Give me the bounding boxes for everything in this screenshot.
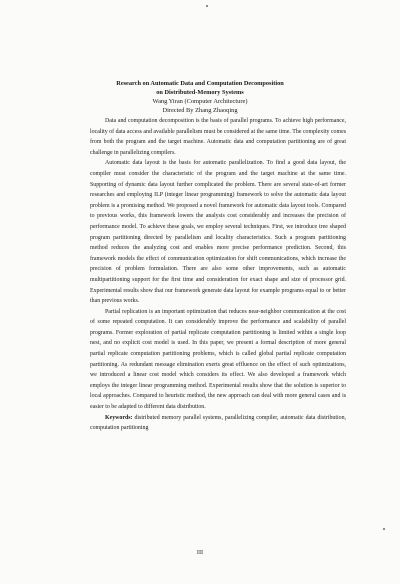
abstract-paragraph-1: Data and computation decomposition is the basis of parallel programs. To achieve high performance, locality of data access and available parallelism must be considered at the same time. The complexity comes from both the program and the target machine. Automatic data and computation partitioning are of great challenge in parallelizing compilers. (90, 118, 346, 156)
title-line-2: on Distributed-Memory Systems (156, 89, 244, 96)
keywords-label: Keywords: (105, 414, 133, 421)
abstract-body (90, 116, 346, 434)
author-line: Wang Yiran (Computer Architecture) (152, 98, 248, 105)
director-line: Directed By Zhang Zhaoqing (162, 107, 238, 114)
scan-speck (383, 528, 385, 530)
page-number: III (196, 549, 204, 556)
keywords-paragraph (90, 413, 346, 434)
abstract-paragraph-2: Automatic data layout is the basis for automatic parallelization. To find a good data layout, the compiler must consider the characteristic of the program and the target machine at the same time. Supporting of dynamic data layout further complicated the problem. There are several state-of-art former researches and employing ILP (integer linear programming) framework to solve the automatic data layout problem is a promising method. We proposed a novel framework for automatic data layout tools. Compared to previous works, this framework lowers the analysis cost considerably and increases the precision of performance model. To achieve these goals, we employ several techniques. First, we introduce tree shaped program partitioning directed by parallelism and locality characteristics. Such a program partitioning method reduces the analyzing cost and enables more precise performance prediction. Second, this framework models the effect of communication optimization for shift communications, which increase the precision of problem formulation. There are also some other improvements, such as automatic multipartitioning support for the first time and consideration for exact shape and size of processor grid. Experimental results show that our framework generate data layout for example programs equal to or better than previous works. (90, 160, 346, 305)
keywords-text: distributed memory parallel systems, parallelizing compiler, automatic data distribution, computation partitioning (90, 414, 346, 432)
title-line-1: Research on Automatic Data and Computation Decomposition (116, 80, 284, 87)
scan-speck (206, 5, 208, 7)
abstract-paragraph-3: Partial replication is an important optimization that reduces near-neighbor communication at the cost of some repeated computation. It can considerably improve the performance and scalability of parallel programs. Former exploration of partial replicate computation partitioning is limited within a single loop nest, and no explicit cost model is used. In this paper, we present a formal description of more general partial replicate computation partitioning problems, which is called global partial replicate computation partitioning. As redundant message elimination exerts great effluence on the effect of such optimizations, we introduced a linear cost model which considers its effect. We also developed a framework which employs the integer linear programming method. Experimental results show that the solution is superior to local approaches. Compared to heuristic method, the new approach can deal with more general cases and is easier to be adapted to different data distribution. (90, 308, 346, 411)
